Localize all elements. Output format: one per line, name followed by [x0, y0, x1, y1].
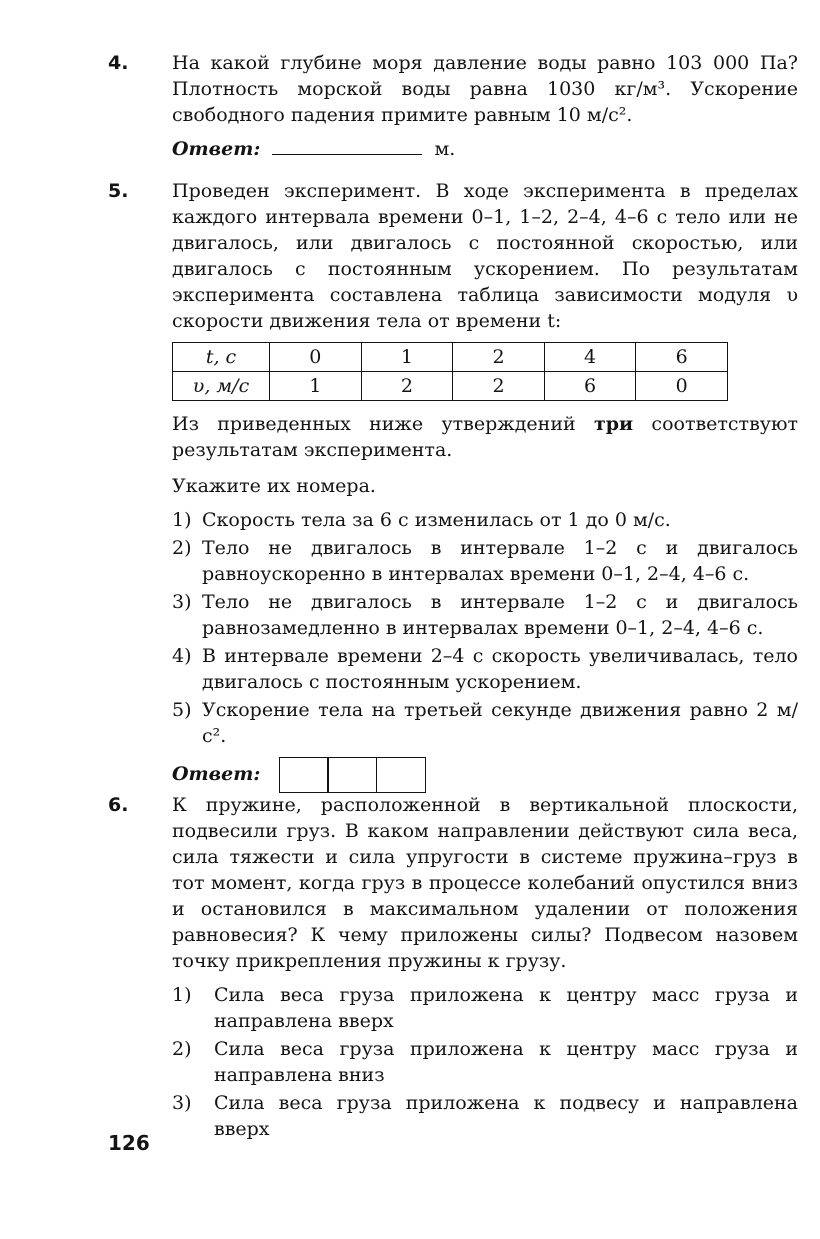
option-text: Тело не двигалось в интервале 1–2 с и двигалось равнозамедленно в интервалах времени 0–1, 2–4, 4–6 с. — [202, 591, 798, 639]
list-item — [172, 643, 798, 695]
problem-5 — [108, 178, 798, 793]
question-part: Из приведенных ниже утверждений — [172, 413, 594, 435]
list-item — [172, 982, 798, 1034]
option-number: 1) — [172, 509, 192, 531]
problem-4 — [108, 50, 798, 162]
question-bold: три — [593, 413, 634, 435]
options-list — [172, 507, 798, 749]
option-number: 5) — [172, 699, 192, 721]
problem-text: На какой глубине моря давление воды равно 103 000 Па? Плотность морской воды равна 1030 кг/м³. Ускорение свободного падения примите равным 10 м/с². — [172, 52, 798, 126]
table-cell: 2 — [453, 372, 545, 401]
question-text — [172, 411, 798, 463]
problem-text: К пружине, расположенной в вертикальной плоскости, подвесили груз. В каком направлении действуют сила веса, сила тяжести и сила упругости в системе пружина–груз в тот момент, когда груз в процессе колебаний опустился вниз и остановился в максимальном удалении от положения равновесия? К чему приложены силы? Подвесом назовем точку прикрепления пружины к грузу. — [172, 794, 798, 972]
option-text: Тело не двигалось в интервале 1–2 с и двигалось равноускоренно в интервалах времени 0–1, 2–4, 4–6 с. — [202, 537, 798, 585]
table-row-time — [173, 343, 728, 372]
table-header-time: t, с — [173, 343, 270, 372]
list-item — [172, 589, 798, 641]
answer-label: Ответ: — [172, 138, 261, 160]
page-number: 126 — [108, 1131, 150, 1155]
answer-box[interactable] — [279, 757, 329, 793]
problem-number: 4. — [108, 52, 129, 74]
option-text: Скорость тела за 6 с изменилась от 1 до 0 м/с. — [202, 509, 671, 531]
answer-box[interactable] — [376, 757, 426, 793]
answer-box[interactable] — [327, 757, 377, 793]
option-number: 2) — [172, 1038, 192, 1060]
table-cell: 2 — [453, 343, 545, 372]
table-cell: 2 — [361, 372, 453, 401]
table-row-speed — [173, 372, 728, 401]
problem-intro: Проведен эксперимент. В ходе эксперимента в пределах каждого интервала времени 0–1, 1–2, 2–4, 4–6 с тело или не двигалось, или двигалось с постоянной скоростью, или двигалось с постоянным ускорением. По результатам эксперимента составлена таблица зависимости модуля υ скорости движения тела от времени t: — [172, 180, 798, 332]
option-number: 4) — [172, 645, 192, 667]
list-item — [172, 697, 798, 749]
option-number: 1) — [172, 984, 192, 1006]
list-item — [172, 507, 798, 533]
problem-number: 6. — [108, 794, 129, 816]
problem-number: 5. — [108, 180, 129, 202]
answer-boxes — [280, 757, 426, 793]
option-number: 3) — [172, 591, 192, 613]
question-part: соответствуют результатам эксперимента. — [172, 413, 798, 461]
option-text: Ускорение тела на третьей секунде движения равно 2 м/с². — [202, 699, 798, 747]
option-text: Сила веса груза приложена к центру масс груза и направлена вниз — [214, 1038, 798, 1086]
table-cell: 0 — [636, 372, 728, 401]
answer-unit: м. — [434, 138, 456, 160]
instruction-text: Укажите их номера. — [172, 475, 376, 497]
table-cell: 6 — [636, 343, 728, 372]
table-cell: 1 — [270, 372, 362, 401]
option-number: 2) — [172, 537, 192, 559]
answer-blank[interactable] — [272, 136, 422, 155]
table-header-speed: υ, м/с — [173, 372, 270, 401]
list-item — [172, 1090, 798, 1142]
table-cell: 6 — [544, 372, 636, 401]
answer-line — [172, 136, 798, 162]
problem-6 — [108, 792, 798, 1144]
table-cell: 1 — [361, 343, 453, 372]
data-table — [172, 342, 728, 401]
option-text: В интервале времени 2–4 с скорость увеличивалась, тело двигалось с постоянным ускорением. — [202, 645, 798, 693]
option-text: Сила веса груза приложена к центру масс груза и направлена вверх — [214, 984, 798, 1032]
options-list — [172, 982, 798, 1142]
option-text: Сила веса груза приложена к подвесу и направлена вверх — [214, 1092, 798, 1140]
option-number: 3) — [172, 1092, 192, 1114]
list-item — [172, 1036, 798, 1088]
list-item — [172, 535, 798, 587]
table-cell: 4 — [544, 343, 636, 372]
table-cell: 0 — [270, 343, 362, 372]
answer-line — [172, 757, 798, 793]
answer-label: Ответ: — [172, 763, 261, 785]
